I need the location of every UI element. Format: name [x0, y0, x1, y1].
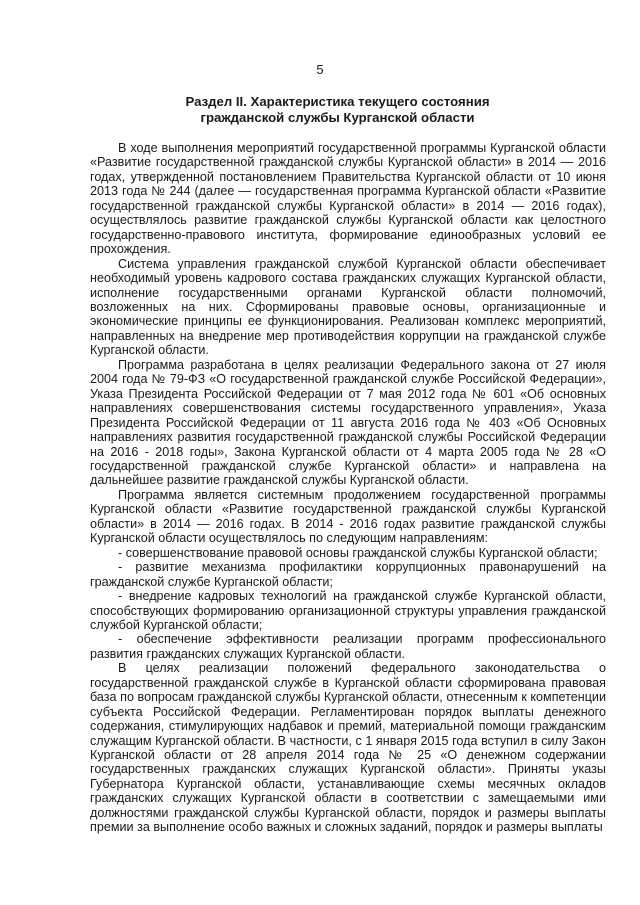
paragraph: В целях реализации положений федерального законодательства о государственной гражданской службе в Курганской области сформирована правовая база по вопросам гражданской службы Курганской области, отнесенным к компетенции субъекта Российской Федерации. Регламентирован порядок выплаты денежного содержания, стимулирующих надбавок и премий, материальной помощи гражданским служащим Курганской области. В частности, с 1 января 2015 года вступил в силу Закон Курганской области от 28 апреля 2014 года № 25 «О денежном содержании государственных гражданских служащих Курганской области». Приняты указы Губернатора Курганской области, устанавливающие схемы месячных окладов гражданских служащих Курганской области в соответствии с замещаемыми ими должностями гражданской службы Курганской области, порядок и размеры выплаты премии за выполнение особо важных и сложных заданий, порядок и размеры выплаты	[90, 661, 606, 835]
page-number: 5	[316, 62, 324, 77]
body-text	[90, 141, 606, 835]
list-item: - совершенствование правовой основы гражданской службы Курганской области;	[118, 545, 598, 560]
list-item: - обеспечение эффективности реализации программ профессионального развития гражданских служащих Курганской области.	[90, 632, 606, 661]
paragraph: Программа является системным продолжением государственной программы Курганской области «Развитие государственной гражданской службы Курганской области» в 2014 — 2016 годах. В 2014 - 2016 годах развитие гражданской службы Курганской области осуществлялось по следующим направлениям:	[90, 487, 606, 546]
paragraph: Система управления гражданской службой Курганской области обеспечивает необходимый уровень кадрового состава гражданских служащих Курганской области, исполнение государственными органами Курганской области полномочий, возложенных на них. Сформированы правовые основы, организационные и экономические принципы ее функционирования. Реализован комплекс мероприятий, направленных на внедрение мер противодействия коррупции на гражданской службе Курганской области.	[90, 256, 606, 358]
paragraph: Программа разработана в целях реализации Федерального закона от 27 июля 2004 года № 79-ФЗ «О государственной гражданской службе Российской Федерации», Указа Президента Российской Федерации от 7 мая 2012 года № 601 «Об основных направлениях совершенствования системы государственного управления», Указа Президента Российской Федерации от 11 августа 2016 года № 403 «Об Основных направлениях развития государственной гражданской службы Российской Федерации на 2016 - 2018 годы», Закона Курганской области от 4 марта 2005 года № 28 «О государственной гражданской службе Курганской области» и направлена на дальнейшее развитие гражданской службы Курганской области.	[90, 357, 606, 488]
list-item: - развитие механизма профилактики коррупционных правонарушений на гражданской службе Курганской области;	[90, 560, 606, 589]
list-item: - внедрение кадровых технологий на гражданской службе Курганской области, способствующих формированию организационной структуры управления гражданской службой Курганской области;	[90, 589, 606, 632]
paragraph: В ходе выполнения мероприятий государственной программы Курганской области «Развитие государственной гражданской службы Курганской области» в 2014 — 2016 годах, утвержденной постановлением Правительства Курганской области от 10 июня 2013 года № 244 (далее — государственная программа Курганской области «Развитие государственной гражданской службы Курганской области» в 2014 — 2016 годах), осуществлялось развитие гражданской службы Курганской области как целостного государственно-правового института, формирование единообразных условий ее прохождения.	[90, 141, 606, 257]
section-title: Раздел II. Характеристика текущего состояния гражданской службы Курганской области	[185, 94, 490, 125]
